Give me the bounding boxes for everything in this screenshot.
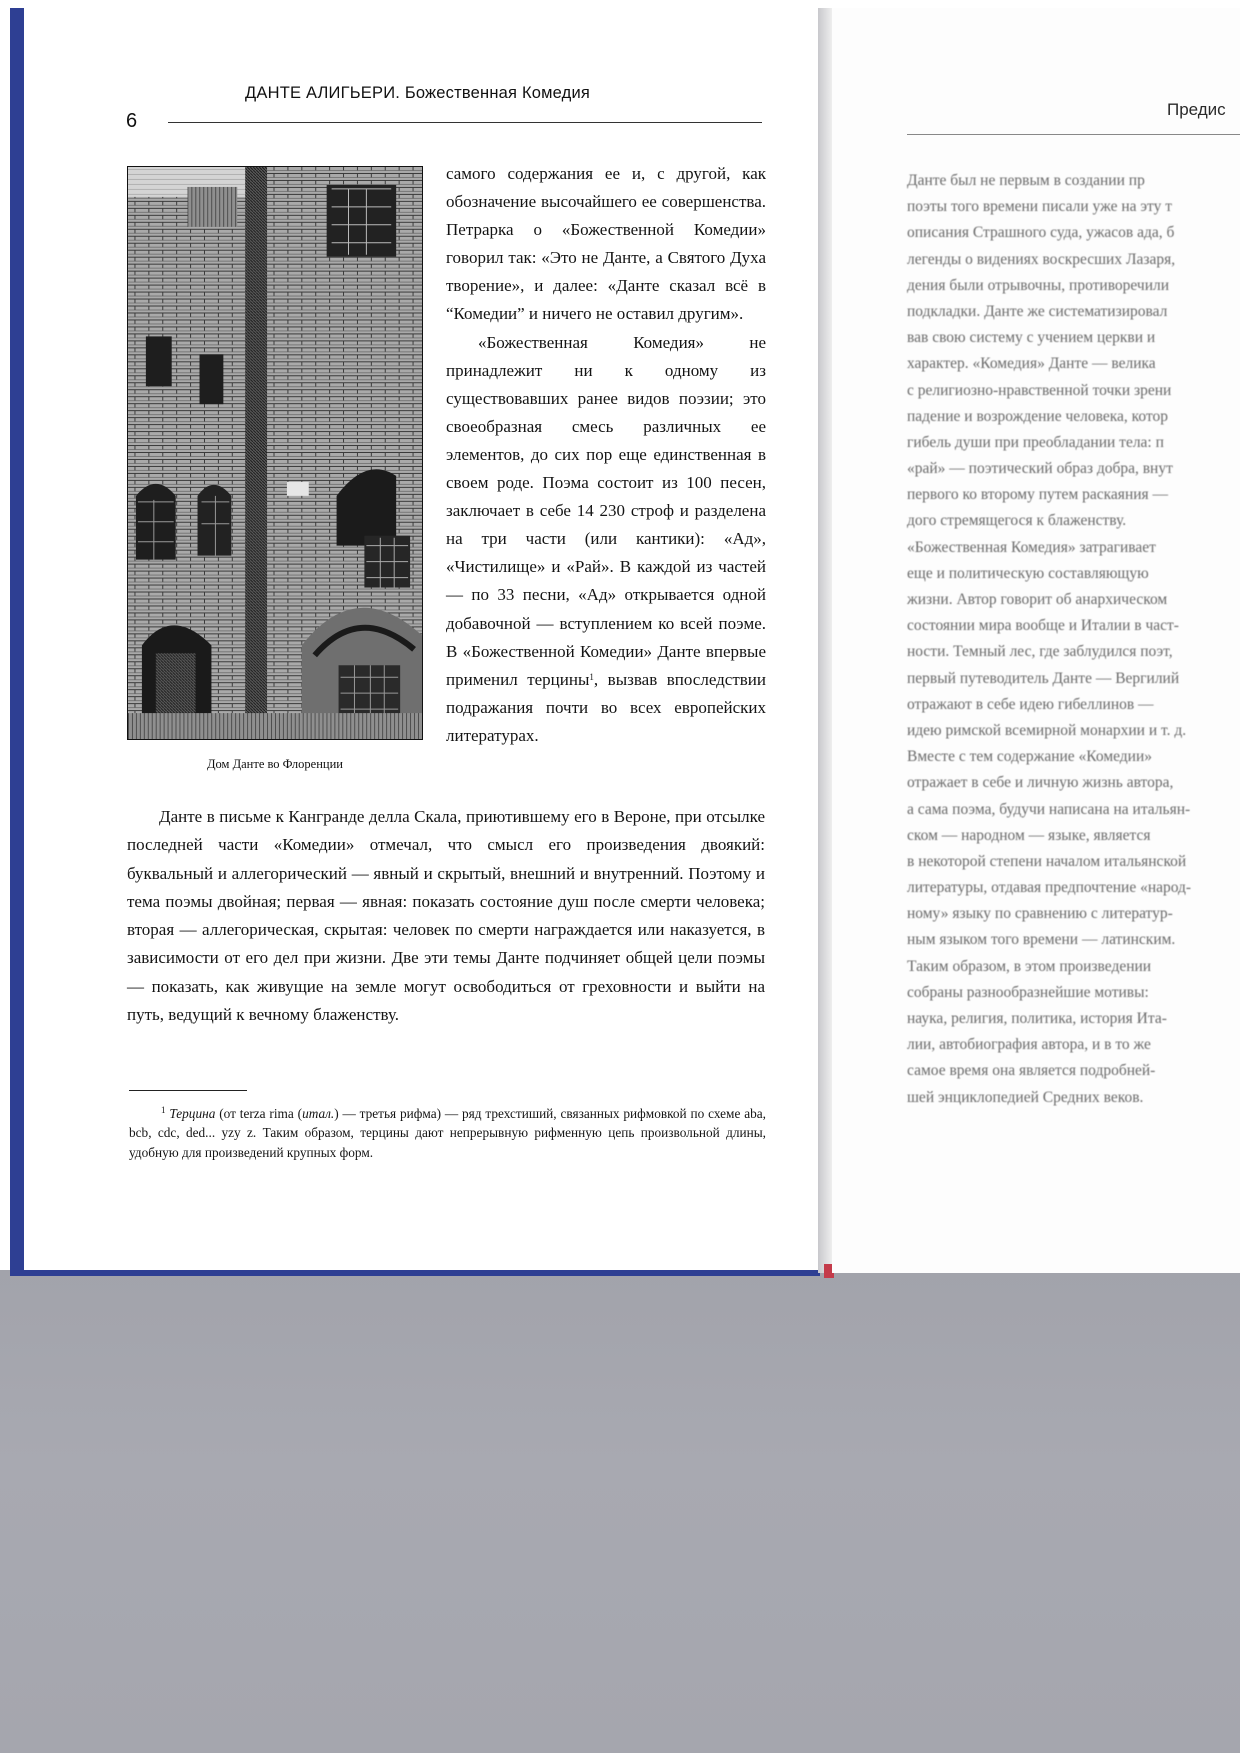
running-head: ДАНТЕ АЛИГЬЕРИ. Божественная Комедия [245, 84, 591, 102]
page-number: 6 [126, 110, 138, 132]
footnote-rule [129, 1090, 247, 1091]
right-page-line: еще и политическую составляющую [907, 564, 1149, 582]
right-page [832, 8, 1240, 1273]
footnote-text: (от terza rima ( [215, 1106, 303, 1121]
footnote [129, 1104, 766, 1162]
right-page-line: легенды о видениях воскресших Лазаря, [907, 250, 1176, 268]
footnote-term: Терцина [169, 1106, 216, 1121]
right-page-line: Вместе с тем содержание «Комедии» [907, 748, 1153, 766]
right-page-line: Таким образом, в этом произведении [907, 957, 1152, 975]
right-page-line: подкладки. Данте же систематизировал [907, 302, 1168, 320]
right-page-line: «Божественная Комедия» затрагивает [907, 538, 1156, 556]
right-page-line: дого стремящегося к блаженству. [907, 512, 1127, 530]
right-page-line: шей энциклопедией Средних веков. [907, 1088, 1144, 1106]
engraving-illustration [127, 166, 423, 740]
right-page-line: литературы, отдавая предпочтение «народ- [907, 879, 1192, 897]
right-page-line: «рай» — поэтический образ добра, внут [907, 460, 1173, 478]
right-page-line: Данте был не первым в создании пр [907, 172, 1145, 189]
right-page-line: с религиозно-нравственной точки зрени [907, 381, 1172, 399]
body-paragraph: Данте в письме к Кангранде делла Скала, приютившему его в Вероне, при отсылке последней части «Комедии» отмечал, что смысл его произведения двоякий: буквальный и аллегорический — явный и скрытый, внешний и внутренний. Поэтому и тема поэмы двойная; первая — явная: показать состояние душ после смерти человека; вторая — аллегорическая, скрытая: человек по смерти награждается или наказуется, в зависимости от его дел при жизни. Две эти темы Данте подчиняет общей цели поэмы — показать, как живущие на земле могут освободиться от греховности и выйти на путь, ведущий к вечному блаженству. [127, 807, 765, 1025]
footnote-marker: 1 [161, 1105, 166, 1115]
right-page-line: дения были отрывочны, противоречили [907, 276, 1170, 294]
paragraph-text: «Божественная Комедия» не принадлежит ни к одному из существовавших ранее видов поэзии; это своеобразная смесь различных ее элементов, до сих пор еще единственная в своем роде. Поэма состоит из 100 песен, заключает в себе 14 230 строф и разделена на три части (или кантики): «Ад», «Чистилище» и «Рай». В каждой из частей — по 33 песни, «Ад» открывается одной добавочной — вступлением ко всей поэме. В «Божественной Комедии» Данте впервые применил терцины [446, 332, 766, 689]
column-text [446, 160, 766, 750]
right-page-line: поэты того времени писали уже на эту т [907, 198, 1173, 216]
right-page-line: лии, автобиография автора, и в то же [907, 1036, 1151, 1054]
scanner-background [0, 1270, 1240, 1753]
paragraph-text: , вызвав впоследствии подражания почти во всех европейских литературах. [446, 669, 766, 745]
right-page-line: в некоторой степени началом итальянской [907, 852, 1187, 870]
dante-house-engraving [128, 167, 422, 739]
column-paragraph: самого содержания ее и, с другой, как обозначение высочайшего ее совершенства. Петрарка о «Божественной Комедии» говорил так: «Это не Данте, а Святого Духа творение», и далее: «Данте сказал всё в “Комедии” и ничего не оставил другим». [446, 164, 766, 324]
right-page-line: ском — народном — языке, является [907, 826, 1151, 844]
right-page-text [907, 168, 1240, 1111]
right-page-line: а сама поэма, будучи написана на итальян- [907, 800, 1191, 818]
right-page-line: жизни. Автор говорит об анархическом [907, 591, 1168, 608]
right-page-line: первого ко второму путем раскаяния — [907, 486, 1169, 504]
right-page-line: состоянии мира вообще и Италии в част- [907, 617, 1179, 635]
book-cover-edge-left [10, 8, 24, 1270]
right-page-line: ным языком того времени — латинским. [907, 931, 1176, 949]
right-page-line: отражает в себе и личную жизнь автора, [907, 774, 1174, 792]
figure-caption: Дом Данте во Флоренции [207, 757, 343, 771]
right-header-rule [907, 134, 1240, 135]
right-page-line: идею римской всемирной монархии и т. д. [907, 721, 1187, 739]
footnote-lang: итал. [302, 1106, 335, 1121]
right-page-line: ности. Темный лес, где заблудился поэт, [907, 643, 1173, 661]
body-text [127, 803, 765, 1029]
right-page-line: собраны разнообразнейшие мотивы: [907, 983, 1149, 1001]
footnote-ref[interactable]: 1 [589, 671, 594, 682]
right-page-line: вав свою систему с учением церкви и [907, 329, 1156, 347]
right-page-line: первый путеводитель Данте — Вергилий [907, 669, 1180, 687]
right-page-line: ному» языку по сравнению с литератур- [907, 905, 1173, 923]
right-running-head: Предис [1167, 100, 1226, 119]
header-rule [168, 122, 762, 123]
right-page-line: наука, религия, политика, история Ита- [907, 1010, 1167, 1027]
right-page-line: отражают в себе идею гибеллинов — [907, 695, 1154, 713]
right-page-line: падение и возрождение человека, котор [907, 407, 1169, 425]
right-page-line: описания Страшного суда, ужасов ада, б [907, 224, 1175, 242]
book-gutter [818, 8, 832, 1273]
right-page-line: характер. «Комедия» Данте — велика [907, 355, 1156, 373]
right-page-line: гибель души при преобладании тела: п [907, 433, 1164, 451]
column-paragraph [446, 329, 766, 750]
right-page-line: самое время она является подробней- [907, 1062, 1156, 1080]
footnote-text: ) — третья рифма) — ряд трехстиший, связанных рифмовкой по схеме aba, bcb, cdc, ded... yzy z. Таким образом, терцины дают непрерывную рифменную цепь произвольной длины, удобную для произведений крупных форм. [129, 1106, 766, 1160]
